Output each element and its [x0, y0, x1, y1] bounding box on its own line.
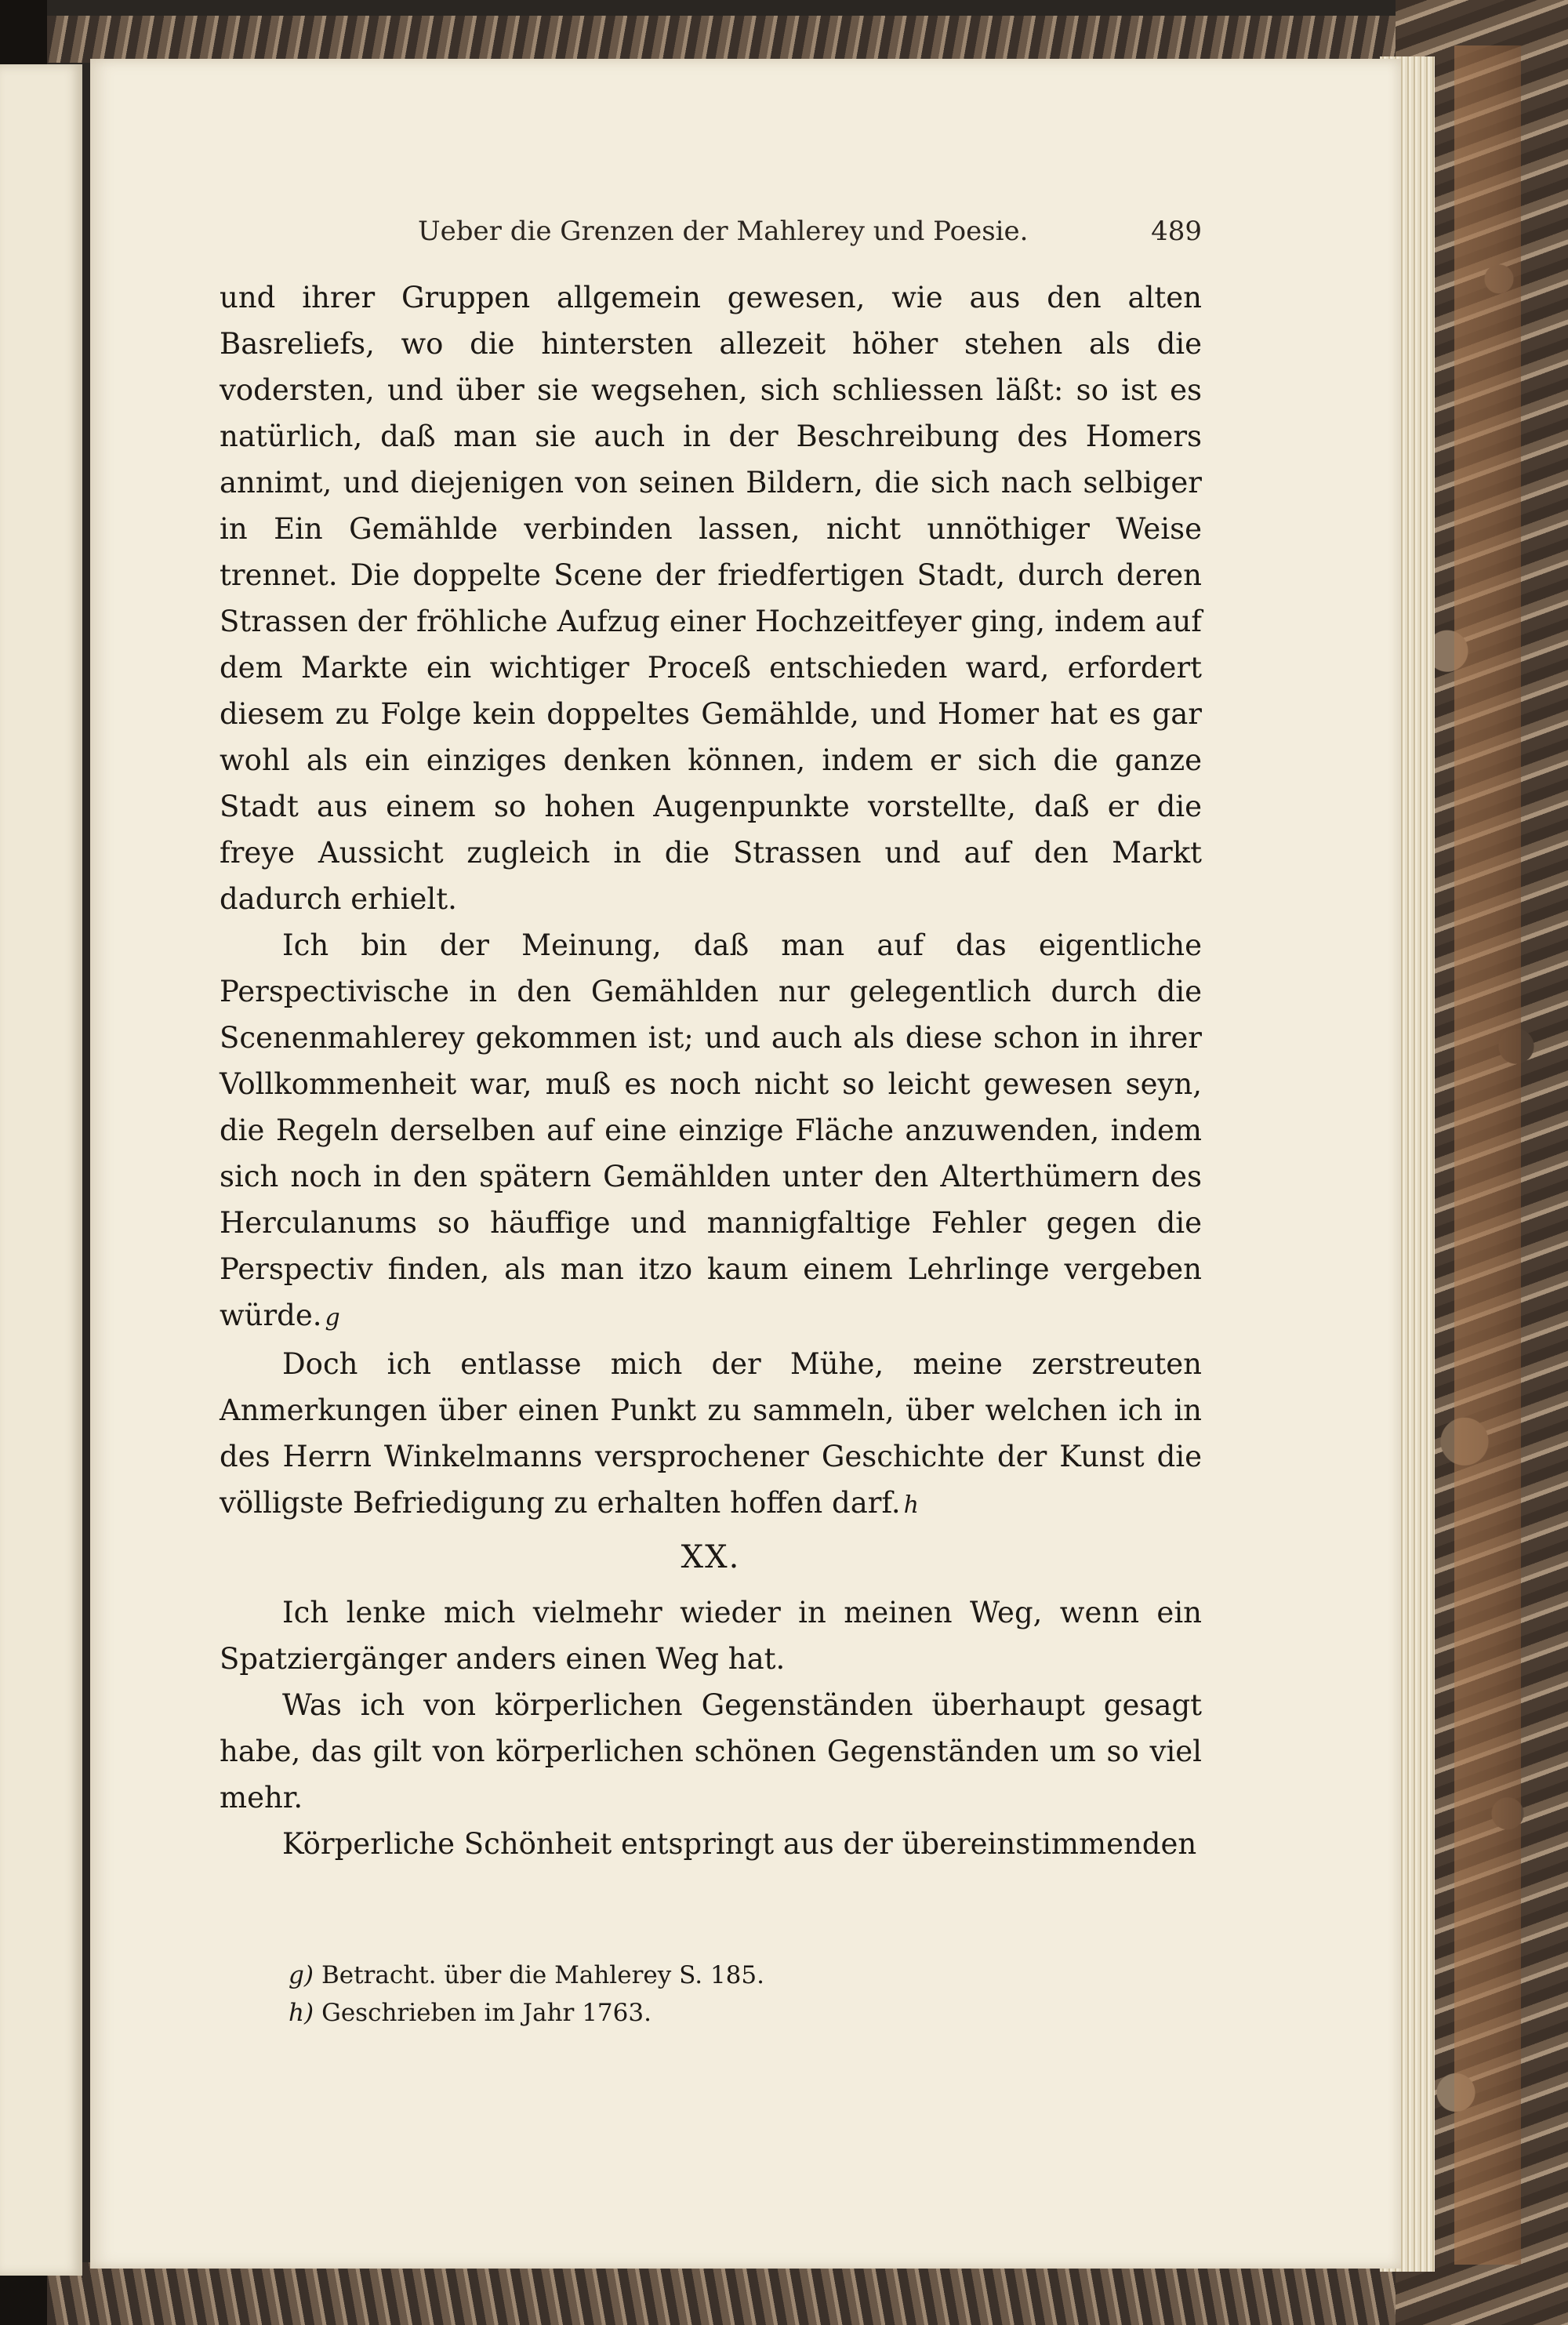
facing-page-edge — [0, 64, 82, 2276]
paragraph — [220, 922, 1202, 1341]
footnote-text: Geschrieben im Jahr 1763. — [321, 1999, 652, 2027]
footnote — [289, 1956, 1202, 1994]
paragraph — [220, 274, 1202, 922]
section-heading: XX. — [681, 1539, 741, 1575]
paragraph-text: und ihrer Gruppen allgemein gewesen, wie aus den alten Basreliefs, wo die hintersten allezeit höher stehen als die vodersten, und über sie wegsehen, sich schliessen läßt: so ist es natürlich, daß man sie auch in der Beschreibung des Homers annimt, und diejenigen von seinen Bildern, die sich nach selbiger in Ein Gemählde verbinden lassen, nicht unnöthiger Weise trennet. Die doppelte Scene der friedfertigen Stadt, durch deren Strassen der fröhliche Aufzug einer Hochzeitfeyer ging, indem auf dem Markte ein wichtiger Proceß entschieden ward, erfordert diesem zu Folge kein doppeltes Gemählde, und Homer hat es gar wohl als ein einziges denken können, indem er sich die ganze Stadt aus einem so hohen Augenpunkte vorstellte, daß er die freye Aussicht zugleich in die Strassen und auf den Markt dadurch erhielt. — [220, 281, 1202, 916]
running-head: Ueber die Grenzen der Mahlerey und Poesie. — [418, 216, 1029, 247]
paragraph-text: Ich bin der Meinung, daß man auf das eigentliche Perspectivische in den Gemählden nur gelegentlich durch die Scenenmahlerey gekommen ist; und auch als diese schon in ihrer Vollkommenheit war, muß es noch nicht so leicht gewesen seyn, die Regeln derselben auf eine einzige Fläche anzuwenden, indem sich noch in den spätern Gemählden unter den Alterthümern des Herculanums so häuffige und mannigfaltige Fehler gegen die Perspectiv finden, als man itzo kaum einem Lehrlinge vergeben würde. — [220, 928, 1202, 1332]
footnote-text: Betracht. über die Mahlerey S. 185. — [321, 1961, 764, 1989]
page-header — [332, 216, 1202, 255]
footnote-mark: h) — [289, 1999, 314, 2027]
paragraph-text: Was ich von körperlichen Gegenständen überhaupt gesagt habe, das gilt von körperlichen schönen Gegenständen um so viel mehr. — [220, 1688, 1202, 1815]
footnote-mark: g) — [289, 1961, 314, 1989]
paragraph-text: Doch ich entlasse mich der Mühe, meine zerstreuten Anmerkungen über einen Punkt zu sammeln, über welchen ich in des Herrn Winkelmanns versprochener Geschichte der Kunst die völligste Befriedigung zu erhalten hoffen darf. — [220, 1347, 1202, 1520]
paragraph — [220, 1682, 1202, 1821]
footnote-marker: g — [325, 1304, 340, 1331]
leather-spine-edge — [1454, 45, 1521, 2265]
footnote-marker: h — [903, 1491, 919, 1519]
paragraph-text: Körperliche Schönheit entspringt aus der übereinstimmenden — [282, 1827, 1197, 1861]
paragraph — [220, 1341, 1202, 1528]
footnotes — [289, 1956, 1202, 2032]
paragraph-text: Ich lenke mich vielmehr wieder in meinen Weg, wenn ein Spatziergänger anders einen Weg hat. — [220, 1596, 1202, 1676]
main-text — [220, 274, 1202, 1867]
marbled-edge-bottom — [47, 2262, 1521, 2325]
paragraph — [220, 1589, 1202, 1682]
footnote — [289, 1994, 1202, 2032]
page-number: 489 — [1151, 216, 1202, 247]
marbled-edge-top — [47, 16, 1521, 63]
paragraph — [220, 1821, 1202, 1867]
